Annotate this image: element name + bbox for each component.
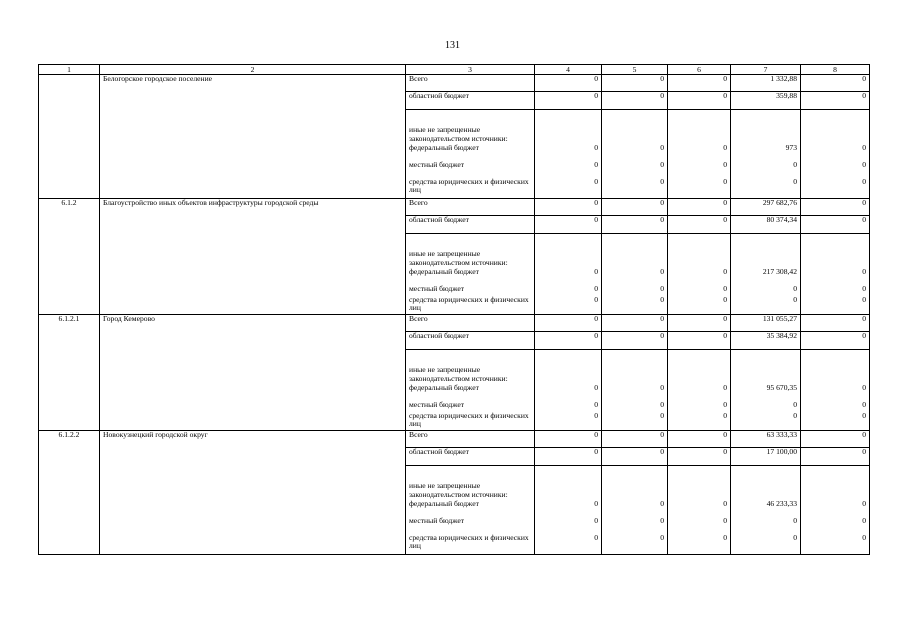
cell-value: 0	[668, 92, 731, 110]
cell-value: 0	[668, 500, 731, 517]
table-section	[39, 75, 870, 199]
row-label: местный бюджет	[406, 401, 535, 412]
cell-value: 0	[535, 401, 602, 412]
cell-value: 297 682,76	[731, 199, 801, 216]
row-label: местный бюджет	[406, 517, 535, 534]
column-header: 1	[39, 65, 100, 75]
column-header: 4	[535, 65, 602, 75]
row-label: федеральный бюджет	[406, 144, 535, 161]
cell-value: 0	[535, 412, 602, 431]
cell-value: 0	[801, 500, 870, 517]
cell-value: 0	[602, 161, 668, 178]
cell-value: 0	[535, 268, 602, 285]
section-code	[39, 75, 100, 199]
cell-value: 0	[668, 431, 731, 448]
cell-value: 1 332,88	[731, 75, 801, 92]
section-code: 6.1.2.1	[39, 315, 100, 431]
cell-value: 0	[731, 285, 801, 296]
cell-value: 0	[602, 92, 668, 110]
budget-table	[38, 64, 870, 555]
cell-value: 95 670,35	[731, 384, 801, 401]
cell-value: 0	[668, 384, 731, 401]
cell-value: 0	[731, 161, 801, 178]
row-label: иные не запрещенные законодательством источники:	[406, 350, 535, 384]
cell-value: 0	[731, 412, 801, 431]
cell-value: 0	[668, 448, 731, 466]
cell-value: 0	[602, 199, 668, 216]
cell-value: 0	[801, 448, 870, 466]
cell-value: 0	[602, 178, 668, 199]
table-section	[39, 199, 870, 315]
cell-value: 0	[801, 384, 870, 401]
cell-value: 0	[535, 384, 602, 401]
section-name: Город Кемерово	[100, 315, 406, 431]
row-label: средства юридических и физических лиц	[406, 534, 535, 555]
cell-value: 0	[535, 75, 602, 92]
section-code: 6.1.2.2	[39, 431, 100, 555]
column-number-row	[39, 65, 870, 75]
cell-value: 0	[668, 517, 731, 534]
cell-value: 0	[801, 534, 870, 555]
cell-value: 0	[668, 534, 731, 555]
column-header: 5	[602, 65, 668, 75]
row-label: федеральный бюджет	[406, 500, 535, 517]
cell-value: 0	[731, 534, 801, 555]
cell-value: 0	[535, 517, 602, 534]
cell-value: 0	[801, 285, 870, 296]
cell-value: 0	[602, 285, 668, 296]
row-label: областной бюджет	[406, 448, 535, 466]
cell-value: 0	[801, 401, 870, 412]
cell-value: 0	[535, 296, 602, 315]
row-label: областной бюджет	[406, 332, 535, 350]
cell-value: 0	[602, 296, 668, 315]
cell-value: 0	[801, 517, 870, 534]
cell-value: 0	[535, 199, 602, 216]
cell-value: 63 333,33	[731, 431, 801, 448]
cell-value: 0	[731, 401, 801, 412]
cell-value: 0	[668, 199, 731, 216]
cell-value: 131 055,27	[731, 315, 801, 332]
cell-value: 0	[602, 216, 668, 234]
table-row	[39, 75, 870, 92]
cell-value: 0	[602, 517, 668, 534]
cell-value: 0	[535, 92, 602, 110]
cell-value: 0	[668, 75, 731, 92]
table-section	[39, 431, 870, 555]
cell-value: 217 308,42	[731, 268, 801, 285]
cell-value: 0	[801, 92, 870, 110]
table-section	[39, 315, 870, 431]
cell-value: 0	[535, 161, 602, 178]
cell-value: 0	[801, 199, 870, 216]
section-name: Белогорское городское поселение	[100, 75, 406, 199]
row-label: местный бюджет	[406, 285, 535, 296]
cell-value: 0	[801, 216, 870, 234]
cell-value: 0	[602, 268, 668, 285]
row-label: средства юридических и физических лиц	[406, 412, 535, 431]
cell-value: 0	[535, 332, 602, 350]
cell-value: 359,88	[731, 92, 801, 110]
column-header: 7	[731, 65, 801, 75]
cell-value: 0	[535, 500, 602, 517]
cell-value: 0	[801, 178, 870, 199]
row-label: областной бюджет	[406, 92, 535, 110]
cell-value: 0	[801, 144, 870, 161]
cell-value: 0	[668, 268, 731, 285]
row-label: иные не запрещенные законодательством источники:	[406, 110, 535, 144]
row-label: областной бюджет	[406, 216, 535, 234]
cell-value: 0	[602, 315, 668, 332]
cell-value: 0	[602, 431, 668, 448]
cell-value: 35 384,92	[731, 332, 801, 350]
row-label: Всего	[406, 431, 535, 448]
row-label: иные не запрещенные законодательством источники:	[406, 466, 535, 500]
column-header: 2	[100, 65, 406, 75]
cell-value: 0	[801, 332, 870, 350]
cell-value: 973	[731, 144, 801, 161]
row-label: федеральный бюджет	[406, 384, 535, 401]
cell-value: 0	[801, 412, 870, 431]
row-label: местный бюджет	[406, 161, 535, 178]
cell-value: 0	[801, 431, 870, 448]
cell-value: 0	[801, 75, 870, 92]
cell-value: 0	[602, 332, 668, 350]
row-label: Всего	[406, 199, 535, 216]
cell-value: 0	[602, 384, 668, 401]
cell-value: 0	[731, 296, 801, 315]
cell-value: 0	[801, 315, 870, 332]
cell-value: 0	[668, 161, 731, 178]
cell-value: 0	[731, 517, 801, 534]
cell-value: 0	[602, 412, 668, 431]
page-number: 131	[445, 40, 460, 51]
cell-value: 0	[668, 315, 731, 332]
cell-value: 17 100,00	[731, 448, 801, 466]
row-label: иные не запрещенные законодательством источники:	[406, 234, 535, 268]
row-label: средства юридических и физических лиц	[406, 296, 535, 315]
cell-value: 0	[535, 285, 602, 296]
cell-value: 0	[801, 161, 870, 178]
cell-value: 0	[535, 315, 602, 332]
cell-value: 0	[731, 178, 801, 199]
cell-value: 0	[602, 144, 668, 161]
row-label: Всего	[406, 75, 535, 92]
cell-value: 0	[668, 401, 731, 412]
cell-value: 0	[668, 178, 731, 199]
cell-value: 0	[535, 534, 602, 555]
cell-value: 0	[535, 178, 602, 199]
row-label: средства юридических и физических лиц	[406, 178, 535, 199]
cell-value: 0	[801, 296, 870, 315]
column-header: 6	[668, 65, 731, 75]
cell-value: 0	[535, 216, 602, 234]
cell-value: 0	[535, 448, 602, 466]
cell-value: 0	[668, 216, 731, 234]
cell-value: 0	[668, 285, 731, 296]
cell-value: 0	[668, 332, 731, 350]
cell-value: 0	[535, 431, 602, 448]
cell-value: 0	[801, 268, 870, 285]
cell-value: 80 374,34	[731, 216, 801, 234]
cell-value: 46 233,33	[731, 500, 801, 517]
table-row	[39, 431, 870, 448]
table-row	[39, 315, 870, 332]
section-name: Благоустройство иных объектов инфраструктуры городской среды	[100, 199, 406, 315]
column-header: 8	[801, 65, 870, 75]
cell-value: 0	[535, 144, 602, 161]
section-name: Новокузнецкий городской округ	[100, 431, 406, 555]
cell-value: 0	[602, 75, 668, 92]
row-label: федеральный бюджет	[406, 268, 535, 285]
row-label: Всего	[406, 315, 535, 332]
cell-value: 0	[602, 448, 668, 466]
section-code: 6.1.2	[39, 199, 100, 315]
cell-value: 0	[602, 500, 668, 517]
cell-value: 0	[602, 401, 668, 412]
cell-value: 0	[668, 412, 731, 431]
column-header: 3	[406, 65, 535, 75]
table-row	[39, 199, 870, 216]
cell-value: 0	[602, 534, 668, 555]
cell-value: 0	[668, 296, 731, 315]
cell-value: 0	[668, 144, 731, 161]
